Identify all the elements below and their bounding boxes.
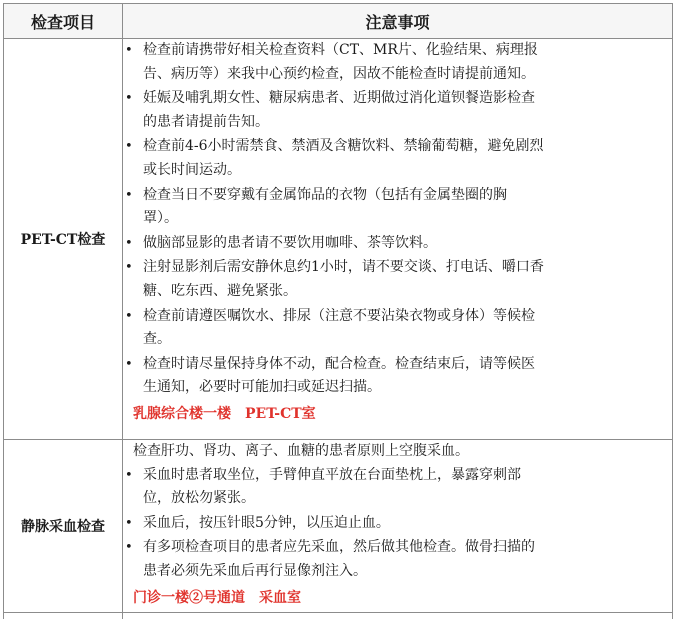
list-item: • 采血后，按压针眼5分钟，以压迫止血。 xyxy=(123,512,672,536)
list-item: • 注射显影剂后需安静休息约1小时，请不要交谈、打电话、嚼口香 糖、吃东西、避免紧张。 xyxy=(123,256,672,303)
bullet-icon: • xyxy=(125,260,133,276)
bullet-icon: • xyxy=(125,139,133,155)
notes-list xyxy=(123,39,672,400)
empty-cell xyxy=(123,613,673,620)
notes-cell xyxy=(123,440,673,613)
exam-name: PET-CT检查 xyxy=(4,39,123,440)
table-row-partial xyxy=(4,613,673,620)
list-item: • 妊娠及哺乳期女性、糖尿病患者、近期做过消化道钡餐造影检查 的患者请提前告知。 xyxy=(123,87,672,134)
table-row-petct xyxy=(4,39,673,440)
bullet-icon: • xyxy=(125,356,133,372)
list-item: • 检查当日不要穿戴有金属饰品的衣物（包括有金属垫圈的胸 罩）。 xyxy=(123,184,672,231)
list-item: • 检查前4-6小时需禁食、禁酒及含糖饮料、禁输葡萄糖，避免剧烈 或长时间运动。 xyxy=(123,135,672,182)
location-label: 门诊一楼②号通道 采血室 xyxy=(133,589,301,606)
exam-notes-table xyxy=(3,3,673,619)
location-label: 乳腺综合楼一楼 PET-CT室 xyxy=(133,405,316,422)
header-exam-item: 检查项目 xyxy=(4,4,123,39)
list-item: • 检查前请携带好相关检查资料（CT、MR片、化验结果、病理报 告、病历等）来我中心预约检查，因故不能检查时请提前通知。 xyxy=(123,39,672,86)
bullet-icon: • xyxy=(125,187,133,203)
list-item: • 有多项检查项目的患者应先采血，然后做其他检查。做骨扫描的 患者必须先采血后再行显像剂注入。 xyxy=(123,536,672,583)
bullet-icon: • xyxy=(125,515,133,531)
intro-line: 检查肝功、肾功、离子、血糖的患者原则上空腹采血。 xyxy=(133,443,469,459)
list-item: • 采血时患者取坐位，手臂伸直平放在台面垫枕上，暴露穿刺部 位，放松勿紧张。 xyxy=(123,464,672,511)
bullet-icon: • xyxy=(125,540,133,556)
notes-list xyxy=(123,464,672,584)
empty-cell xyxy=(4,613,123,620)
bullet-icon: • xyxy=(125,308,133,324)
bullet-icon: • xyxy=(125,43,133,58)
bullet-icon: • xyxy=(125,235,133,251)
notes-cell xyxy=(123,39,673,440)
exam-name: 静脉采血检查 xyxy=(4,440,123,613)
list-item: • 做脑部显影的患者请不要饮用咖啡、茶等饮料。 xyxy=(123,232,672,256)
list-item: • 检查时请尽量保持身体不动，配合检查。检查结束后，请等候医 生通知，必要时可能加扫或延迟扫描。 xyxy=(123,353,672,400)
bullet-icon: • xyxy=(125,467,133,483)
table-header-row xyxy=(4,4,673,39)
bullet-icon: • xyxy=(125,91,133,107)
table-row-blood-draw xyxy=(4,440,673,613)
list-item: • 检查前请遵医嘱饮水、排尿（注意不要沾染衣物或身体）等候检 查。 xyxy=(123,305,672,352)
header-notes: 注意事项 xyxy=(123,4,673,39)
